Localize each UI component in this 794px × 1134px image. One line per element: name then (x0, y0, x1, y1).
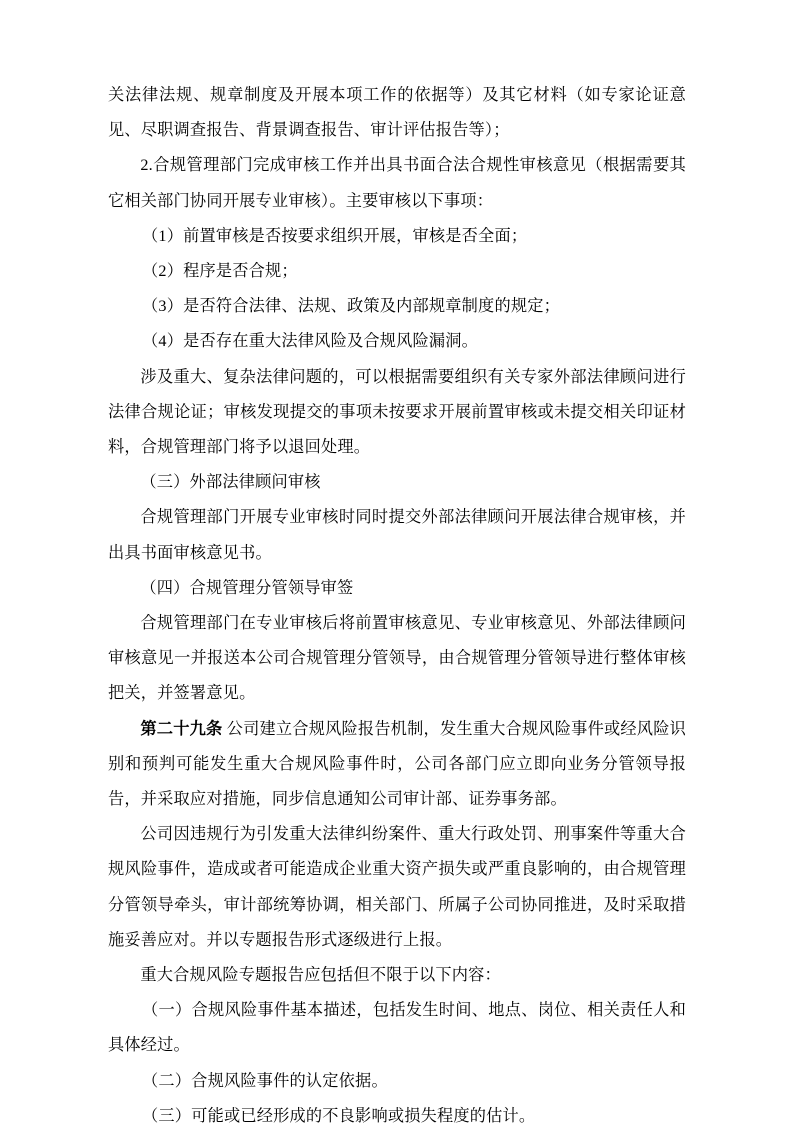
paragraph: （4）是否存在重大法律风险及合规风险漏洞。 (142, 332, 479, 351)
section-heading: （四）合规管理分管领导审签 (140, 578, 354, 597)
paragraph: （三）可能或已经形成的不良影响或损失程度的估计。 (142, 1106, 536, 1125)
paragraph: 公司因违规行为引发重大法律纠纷案件、重大行政处罚、刑事案件等重大合规风险事件，造成或者可能造成企业重大资产损失或严重良影响的，由合规管理分管领导牵头，审计部统筹协调，相关部门、所属子公司协同推进，及时采取措施妥善应对。并以专题报告形式逐级进行上报。 (108, 825, 686, 949)
paragraph: 合规管理部门在专业审核后将前置审核意见、专业审核意见、外部法律顾问审核意见一并报送本公司合规管理分管领导，由合规管理分管领导进行整体审核把关，并签署意见。 (108, 614, 686, 703)
document-body (108, 78, 686, 1134)
paragraph: 重大合规风险专题报告应包括但不限于以下内容： (140, 966, 501, 985)
article-text: 公司建立合规风险报告机制，发生重大合规风险事件或经风险识别和预判可能发生重大合规风险事件时，公司各部门应立即向业务分管领导报告，并采取应对措施，同步信息通知公司审计部、证券事务部。 (108, 719, 686, 809)
article-paragraph (108, 712, 686, 818)
paragraph: （二）合规风险事件的认定依据。 (142, 1071, 388, 1090)
paragraph: （一）合规风险事件基本描述，包括发生时间、地点、岗位、相关责任人和具体经过。 (108, 1001, 686, 1055)
paragraph: 2.合规管理部门完成审核工作并出具书面合法合规性审核意见（根据需要其它相关部门协同开展专业审核）。主要审核以下事项： (108, 156, 686, 210)
paragraph: 关法律法规、规章制度及开展本项工作的依据等）及其它材料（如专家论证意见、尽职调查报告、背景调查报告、审计评估报告等）； (108, 86, 686, 140)
paragraph: 涉及重大、复杂法律问题的，可以根据需要组织有关专家外部法律顾问进行法律合规论证；审核发现提交的事项未按要求开展前置审核或未提交相关印证材料，合规管理部门将予以退回处理。 (108, 367, 686, 457)
paragraph: （3）是否符合法律、法规、政策及内部规章制度的规定； (142, 297, 560, 316)
section-heading: （三）外部法律顾问审核 (140, 473, 321, 492)
paragraph: （1）前置审核是否按要求组织开展，审核是否全面； (142, 226, 528, 245)
paragraph: 合规管理部门开展专业审核时同时提交外部法律顾问开展法律合规审核，并出具书面审核意见书。 (108, 508, 686, 562)
article-number: 第二十九条 (140, 719, 223, 738)
paragraph: （2）程序是否合规； (142, 262, 298, 281)
